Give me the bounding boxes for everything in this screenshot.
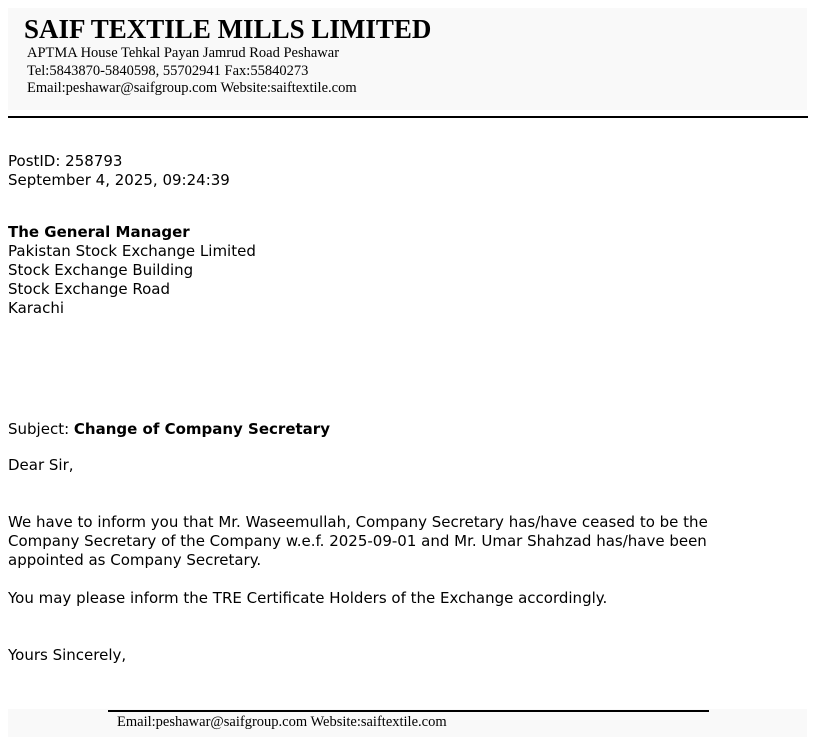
company-address: APTMA House Tehkal Payan Jamrud Road Peshawar [27,45,340,61]
recipient-organization: Pakistan Stock Exchange Limited [8,242,256,260]
recipient-building: Stock Exchange Building [8,261,194,279]
salutation: Dear Sir, [8,456,74,474]
company-email-website: Email:peshawar@saifgroup.com Website:saiftextile.com [27,80,357,96]
post-id: PostID: 258793 [8,152,123,170]
company-name: SAIF TEXTILE MILLS LIMITED [24,14,432,44]
recipient-road: Stock Exchange Road [8,280,170,298]
body-paragraph-line: appointed as Company Secretary. [8,551,262,569]
company-phone-fax: Tel:5843870-5840598, 55702941 Fax:55840273 [27,63,309,79]
subject-label: Subject: [8,420,74,438]
subject-line [8,420,330,439]
body-paragraph-line: We have to inform you that Mr. Waseemullah, Company Secretary has/have ceased to be the [8,513,708,531]
header-divider [8,116,808,118]
footer-contact: Email:peshawar@saifgroup.com Website:saiftextile.com [117,714,447,730]
letterhead [8,8,807,110]
subject-text: Change of Company Secretary [73,420,330,438]
post-datetime: September 4, 2025, 09:24:39 [8,171,230,189]
recipient-city: Karachi [8,299,65,317]
body-paragraph-2: You may please inform the TRE Certificate Holders of the Exchange accordingly. [8,589,608,607]
closing: Yours Sincerely, [8,646,127,664]
recipient-title: The General Manager [8,223,190,241]
footer-divider [108,710,709,712]
body-paragraph-line: Company Secretary of the Company w.e.f. 2025-09-01 and Mr. Umar Shahzad has/have been [8,532,707,550]
